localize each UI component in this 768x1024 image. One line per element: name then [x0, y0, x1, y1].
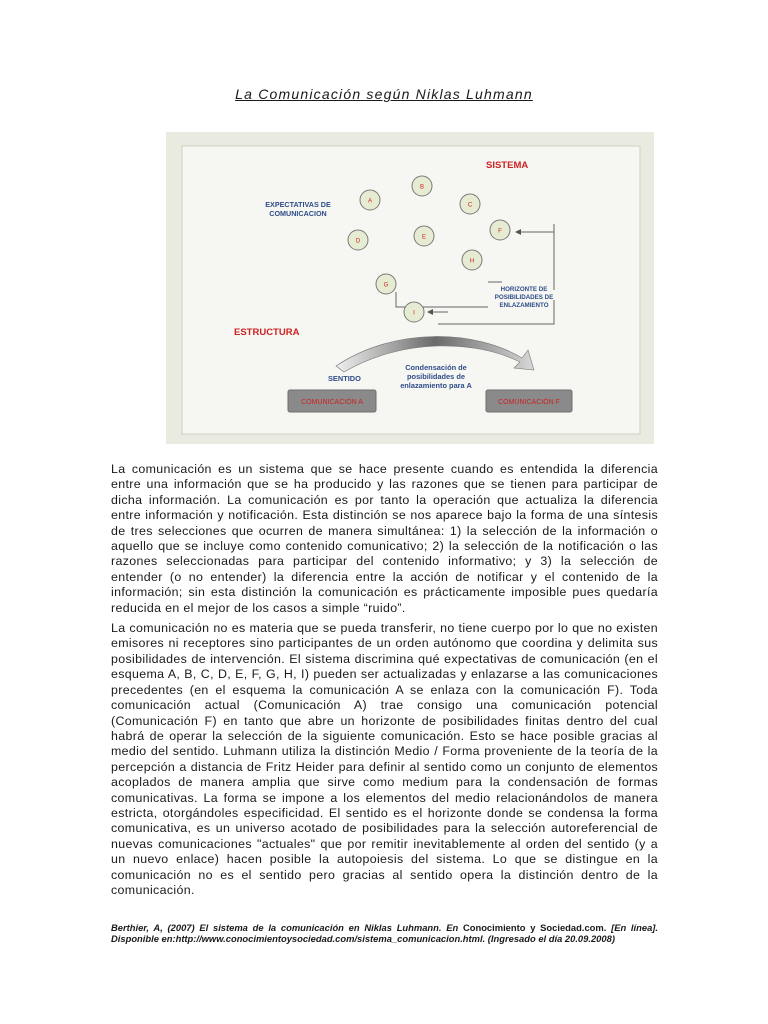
label-condensacion-2: posibilidades de: [407, 372, 465, 381]
paragraph-2: La comunicación no es materia que se pueda transferir, no tiene cuerpo por lo que no existen emisores ni receptores sino participantes de un orden autónomo que coordina y delimita sus posibilidades de intervención. El sistema discrimina qué expectativas de comunicación (en el esquema A, B, C, D, E, F, G, H, I) pueden ser actualizadas y enlazarse a las comunicaciones precedentes (en el esquema la comunicación A se enlaza con la comunicación F). Toda comunicación actual (Comunicación A) trae consigo una comunicación potencial (Comunicación F) en tanto que abre un horizonte de posibilidades finitas dentro del cual habrá de operar la selección de la siguiente comunicación. Esto se hace posible gracias al medio del sentido. Luhmann utiliza la distinción Medio / Forma proveniente de la teoría de la percepción a distancia de Fritz Heider para definir al sentido como un conjunto de elementos acoplados de manera amplia que sirve como medium para la condensación de formas comunicativas. La forma se impone a los elementos del medio relacionándolos de manera estricta, otorgándoles especificidad. El sentido es el horizonte donde se condensa la forma comunicativa, es un universo acotado de posibilidades para la selección autoreferencial de nuevas comunicaciones "actuales" que por remitir inevitablemente al orden del sentido (y a un nuevo enlace) hacen posible la autopoiesis del sistema. Lo que se distingue en la comunicación no es el sentido pero gracias al sentido opera la distinción dentro de la comunicación.: [111, 621, 658, 897]
citation: [111, 922, 658, 944]
label-comunicacion-f: COMUNICACIÓN F: [498, 399, 560, 406]
node-a-label: A: [367, 198, 373, 205]
citation-part-2: Conocimiento y Sociedad.com.: [462, 922, 607, 933]
citation-part-3: [En línea]. Disponible en:http://www.conocimientoysociedad.com/sistema_comunicacion.html. (Ingresado el día 20.09.2008): [111, 922, 659, 944]
node-g-label: G: [383, 282, 389, 289]
node-c-label: C: [467, 202, 473, 209]
node-h: [462, 250, 482, 270]
label-sentido: SENTIDO: [328, 374, 361, 383]
page-title: La Comunicación según Niklas Luhmann: [235, 86, 533, 102]
label-horizonte-1: HORIZONTE DE: [500, 286, 548, 293]
label-sistema: SISTEMA: [486, 160, 529, 171]
node-g: [376, 274, 396, 294]
label-condensacion-3: enlazamiento para A: [400, 381, 472, 390]
paragraph-1: La comunicación es un sistema que se hace presente cuando es entendida la diferencia entre una información que se ha producido y las razones que se tienen para participar de dicha información. La comunicación es por tanto la operación que actualiza la diferencia entre información y notificación. Esta distinción se nos aparece bajo la forma de una síntesis de tres selecciones que ocurren de manera simultánea: 1) la selección de la información o aquello que se incluye como contenido comunicativo; 2) la selección de la notificación o las razones seleccionadas para participar del contenido informativo; y 3) la selección de entender (o no entender) la diferencia entre la acción de notificar y el contenido de la información; sin esta distinción la comunicación es prácticamente imposible pues quedaría reducida en el mejor de los casos a simple “ruido”.: [111, 462, 658, 615]
diagram-svg: [166, 132, 654, 444]
node-f: [490, 220, 510, 240]
label-expectativas-1: EXPECTATIVAS DE: [265, 200, 331, 209]
node-f-label: F: [498, 228, 502, 235]
label-comunicacion-a: COMUNICACIÓN A: [301, 399, 363, 406]
node-i: [404, 302, 424, 322]
node-e-label: E: [421, 234, 427, 241]
label-horizonte-3: ENLAZAMIENTO: [499, 302, 549, 309]
body-text: [111, 462, 658, 903]
label-estructura: ESTRUCTURA: [234, 327, 300, 338]
node-e: [414, 226, 434, 246]
luhmann-diagram: [166, 132, 654, 444]
node-c: [460, 194, 480, 214]
citation-part-1: Berthier, A, (2007) El sistema de la comunicación en Niklas Luhmann. En: [111, 922, 459, 933]
node-b-label: B: [419, 184, 425, 191]
node-b: [412, 176, 432, 196]
node-d: [348, 230, 368, 250]
label-expectativas-2: COMUNICACION: [269, 209, 327, 218]
node-a: [360, 190, 380, 210]
node-h-label: H: [469, 258, 475, 265]
label-horizonte-2: POSIBILIDADES DE: [494, 294, 554, 301]
node-i-label: I: [413, 310, 415, 317]
node-d-label: D: [355, 238, 361, 245]
label-condensacion-1: Condensación de: [405, 363, 467, 372]
